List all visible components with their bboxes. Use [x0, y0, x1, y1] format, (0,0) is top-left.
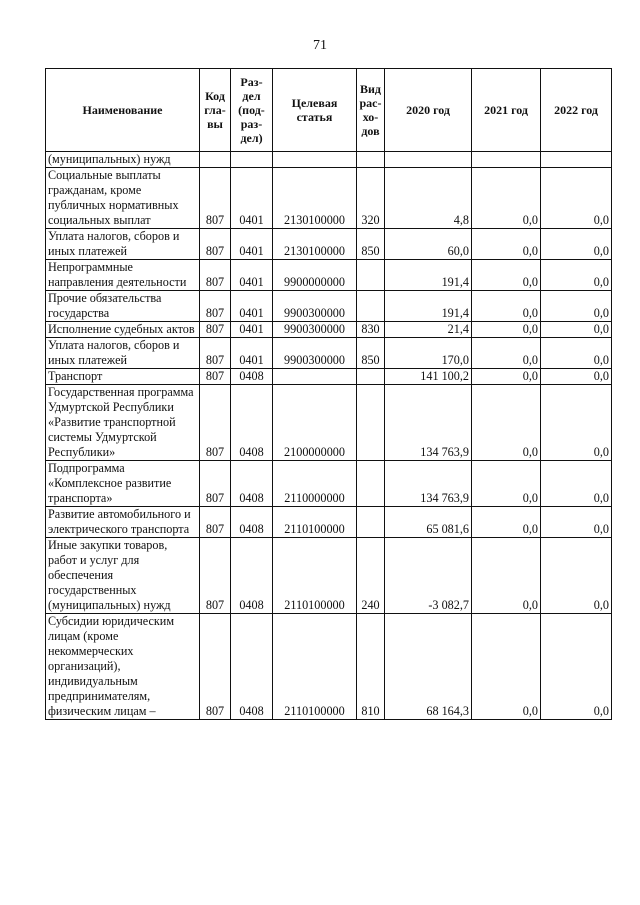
cell-name: Развитие автомобильного и электрического транспорта: [46, 507, 200, 538]
cell-vid: [357, 385, 385, 461]
cell-section: 0401: [231, 229, 273, 260]
cell-target: [273, 152, 357, 168]
cell-section: 0408: [231, 385, 273, 461]
cell-code: 807: [200, 385, 231, 461]
cell-2021: 0,0: [472, 614, 541, 720]
cell-2020: 68 164,3: [385, 614, 472, 720]
cell-2020: 60,0: [385, 229, 472, 260]
cell-code: 807: [200, 614, 231, 720]
cell-target: 2110100000: [273, 538, 357, 614]
cell-2022: 0,0: [541, 291, 612, 322]
header-2020: 2020 год: [385, 69, 472, 152]
cell-vid: [357, 260, 385, 291]
cell-2020: 21,4: [385, 322, 472, 338]
cell-name: Транспорт: [46, 369, 200, 385]
cell-2021: 0,0: [472, 338, 541, 369]
table-row: [46, 229, 612, 260]
cell-name: Уплата налогов, сборов и иных платежей: [46, 229, 200, 260]
cell-section: 0401: [231, 322, 273, 338]
cell-section: 0408: [231, 369, 273, 385]
table-row: [46, 538, 612, 614]
cell-name: Исполнение судебных актов: [46, 322, 200, 338]
table-row: [46, 291, 612, 322]
cell-2021: 0,0: [472, 538, 541, 614]
cell-2020: 4,8: [385, 168, 472, 229]
cell-2020: 134 763,9: [385, 385, 472, 461]
cell-vid: 830: [357, 322, 385, 338]
table-row: [46, 507, 612, 538]
budget-table: [45, 68, 612, 720]
cell-code: 807: [200, 461, 231, 507]
cell-2022: 0,0: [541, 260, 612, 291]
cell-vid: [357, 461, 385, 507]
cell-2021: 0,0: [472, 322, 541, 338]
cell-target: 2130100000: [273, 168, 357, 229]
cell-section: 0401: [231, 260, 273, 291]
header-target: Целевая статья: [273, 69, 357, 152]
page-number: 71: [313, 38, 327, 53]
cell-2020: 134 763,9: [385, 461, 472, 507]
cell-code: 807: [200, 538, 231, 614]
header-2021: 2021 год: [472, 69, 541, 152]
header-code: Код гла- вы: [200, 69, 231, 152]
cell-target: 2130100000: [273, 229, 357, 260]
cell-target: 2110100000: [273, 507, 357, 538]
cell-vid: [357, 369, 385, 385]
header-section: Раз- дел (под- раз- дел): [231, 69, 273, 152]
cell-2022: 0,0: [541, 507, 612, 538]
cell-code: 807: [200, 291, 231, 322]
cell-vid: 850: [357, 229, 385, 260]
cell-2021: 0,0: [472, 260, 541, 291]
cell-target: 2100000000: [273, 385, 357, 461]
cell-2020: 170,0: [385, 338, 472, 369]
cell-2022: 0,0: [541, 538, 612, 614]
cell-section: [231, 152, 273, 168]
cell-2022: 0,0: [541, 338, 612, 369]
cell-section: 0408: [231, 538, 273, 614]
cell-2021: 0,0: [472, 168, 541, 229]
cell-2021: 0,0: [472, 507, 541, 538]
cell-2022: 0,0: [541, 229, 612, 260]
cell-2020: -3 082,7: [385, 538, 472, 614]
table-header-row: [46, 69, 612, 152]
cell-name: Социальные выплаты гражданам, кроме публичных нормативных социальных выплат: [46, 168, 200, 229]
cell-target: 2110000000: [273, 461, 357, 507]
cell-code: 807: [200, 338, 231, 369]
cell-name: Прочие обязательства государства: [46, 291, 200, 322]
cell-code: 807: [200, 229, 231, 260]
table-row: [46, 385, 612, 461]
cell-section: 0401: [231, 291, 273, 322]
cell-name: Непрограммные направления деятельности: [46, 260, 200, 291]
cell-section: 0408: [231, 614, 273, 720]
cell-section: 0408: [231, 461, 273, 507]
cell-code: 807: [200, 507, 231, 538]
table-row: [46, 369, 612, 385]
cell-target: 9900000000: [273, 260, 357, 291]
cell-vid: [357, 291, 385, 322]
cell-2021: 0,0: [472, 385, 541, 461]
cell-code: 807: [200, 369, 231, 385]
cell-2020: 191,4: [385, 260, 472, 291]
header-vid: Вид рас- хо- дов: [357, 69, 385, 152]
cell-2020: 141 100,2: [385, 369, 472, 385]
cell-2021: 0,0: [472, 369, 541, 385]
cell-code: 807: [200, 322, 231, 338]
cell-vid: 240: [357, 538, 385, 614]
header-name: Наименование: [46, 69, 200, 152]
cell-2022: [541, 152, 612, 168]
cell-section: 0401: [231, 338, 273, 369]
cell-target: [273, 369, 357, 385]
cell-vid: 320: [357, 168, 385, 229]
cell-2022: 0,0: [541, 385, 612, 461]
cell-name: Уплата налогов, сборов и иных платежей: [46, 338, 200, 369]
cell-2021: [472, 152, 541, 168]
cell-section: 0401: [231, 168, 273, 229]
cell-name: Субсидии юридическим лицам (кроме некоммерческих организаций), индивидуальным предпринимателям, физическим лицам –: [46, 614, 200, 720]
cell-2022: 0,0: [541, 614, 612, 720]
table-row: [46, 260, 612, 291]
cell-2020: 65 081,6: [385, 507, 472, 538]
cell-name: (муниципальных) нужд: [46, 152, 200, 168]
cell-code: 807: [200, 168, 231, 229]
cell-2022: 0,0: [541, 461, 612, 507]
cell-name: Иные закупки товаров, работ и услуг для обеспечения государственных (муниципальных) нужд: [46, 538, 200, 614]
header-2022: 2022 год: [541, 69, 612, 152]
cell-2022: 0,0: [541, 369, 612, 385]
cell-section: 0408: [231, 507, 273, 538]
table-row: [46, 168, 612, 229]
cell-2022: 0,0: [541, 168, 612, 229]
cell-target: 9900300000: [273, 338, 357, 369]
table-row: [46, 614, 612, 720]
cell-2021: 0,0: [472, 291, 541, 322]
cell-vid: [357, 152, 385, 168]
table-row: [46, 338, 612, 369]
table-row: [46, 461, 612, 507]
cell-2022: 0,0: [541, 322, 612, 338]
cell-target: 2110100000: [273, 614, 357, 720]
cell-vid: 810: [357, 614, 385, 720]
table-row: [46, 152, 612, 168]
cell-code: 807: [200, 260, 231, 291]
cell-vid: 850: [357, 338, 385, 369]
cell-target: 9900300000: [273, 291, 357, 322]
cell-2020: [385, 152, 472, 168]
cell-target: 9900300000: [273, 322, 357, 338]
cell-name: Государственная программа Удмуртской Республики «Развитие транспортной системы Удмуртской Республики»: [46, 385, 200, 461]
cell-code: [200, 152, 231, 168]
cell-2021: 0,0: [472, 461, 541, 507]
cell-2021: 0,0: [472, 229, 541, 260]
cell-2020: 191,4: [385, 291, 472, 322]
table-row: [46, 322, 612, 338]
cell-vid: [357, 507, 385, 538]
cell-name: Подпрограмма «Комплексное развитие транспорта»: [46, 461, 200, 507]
